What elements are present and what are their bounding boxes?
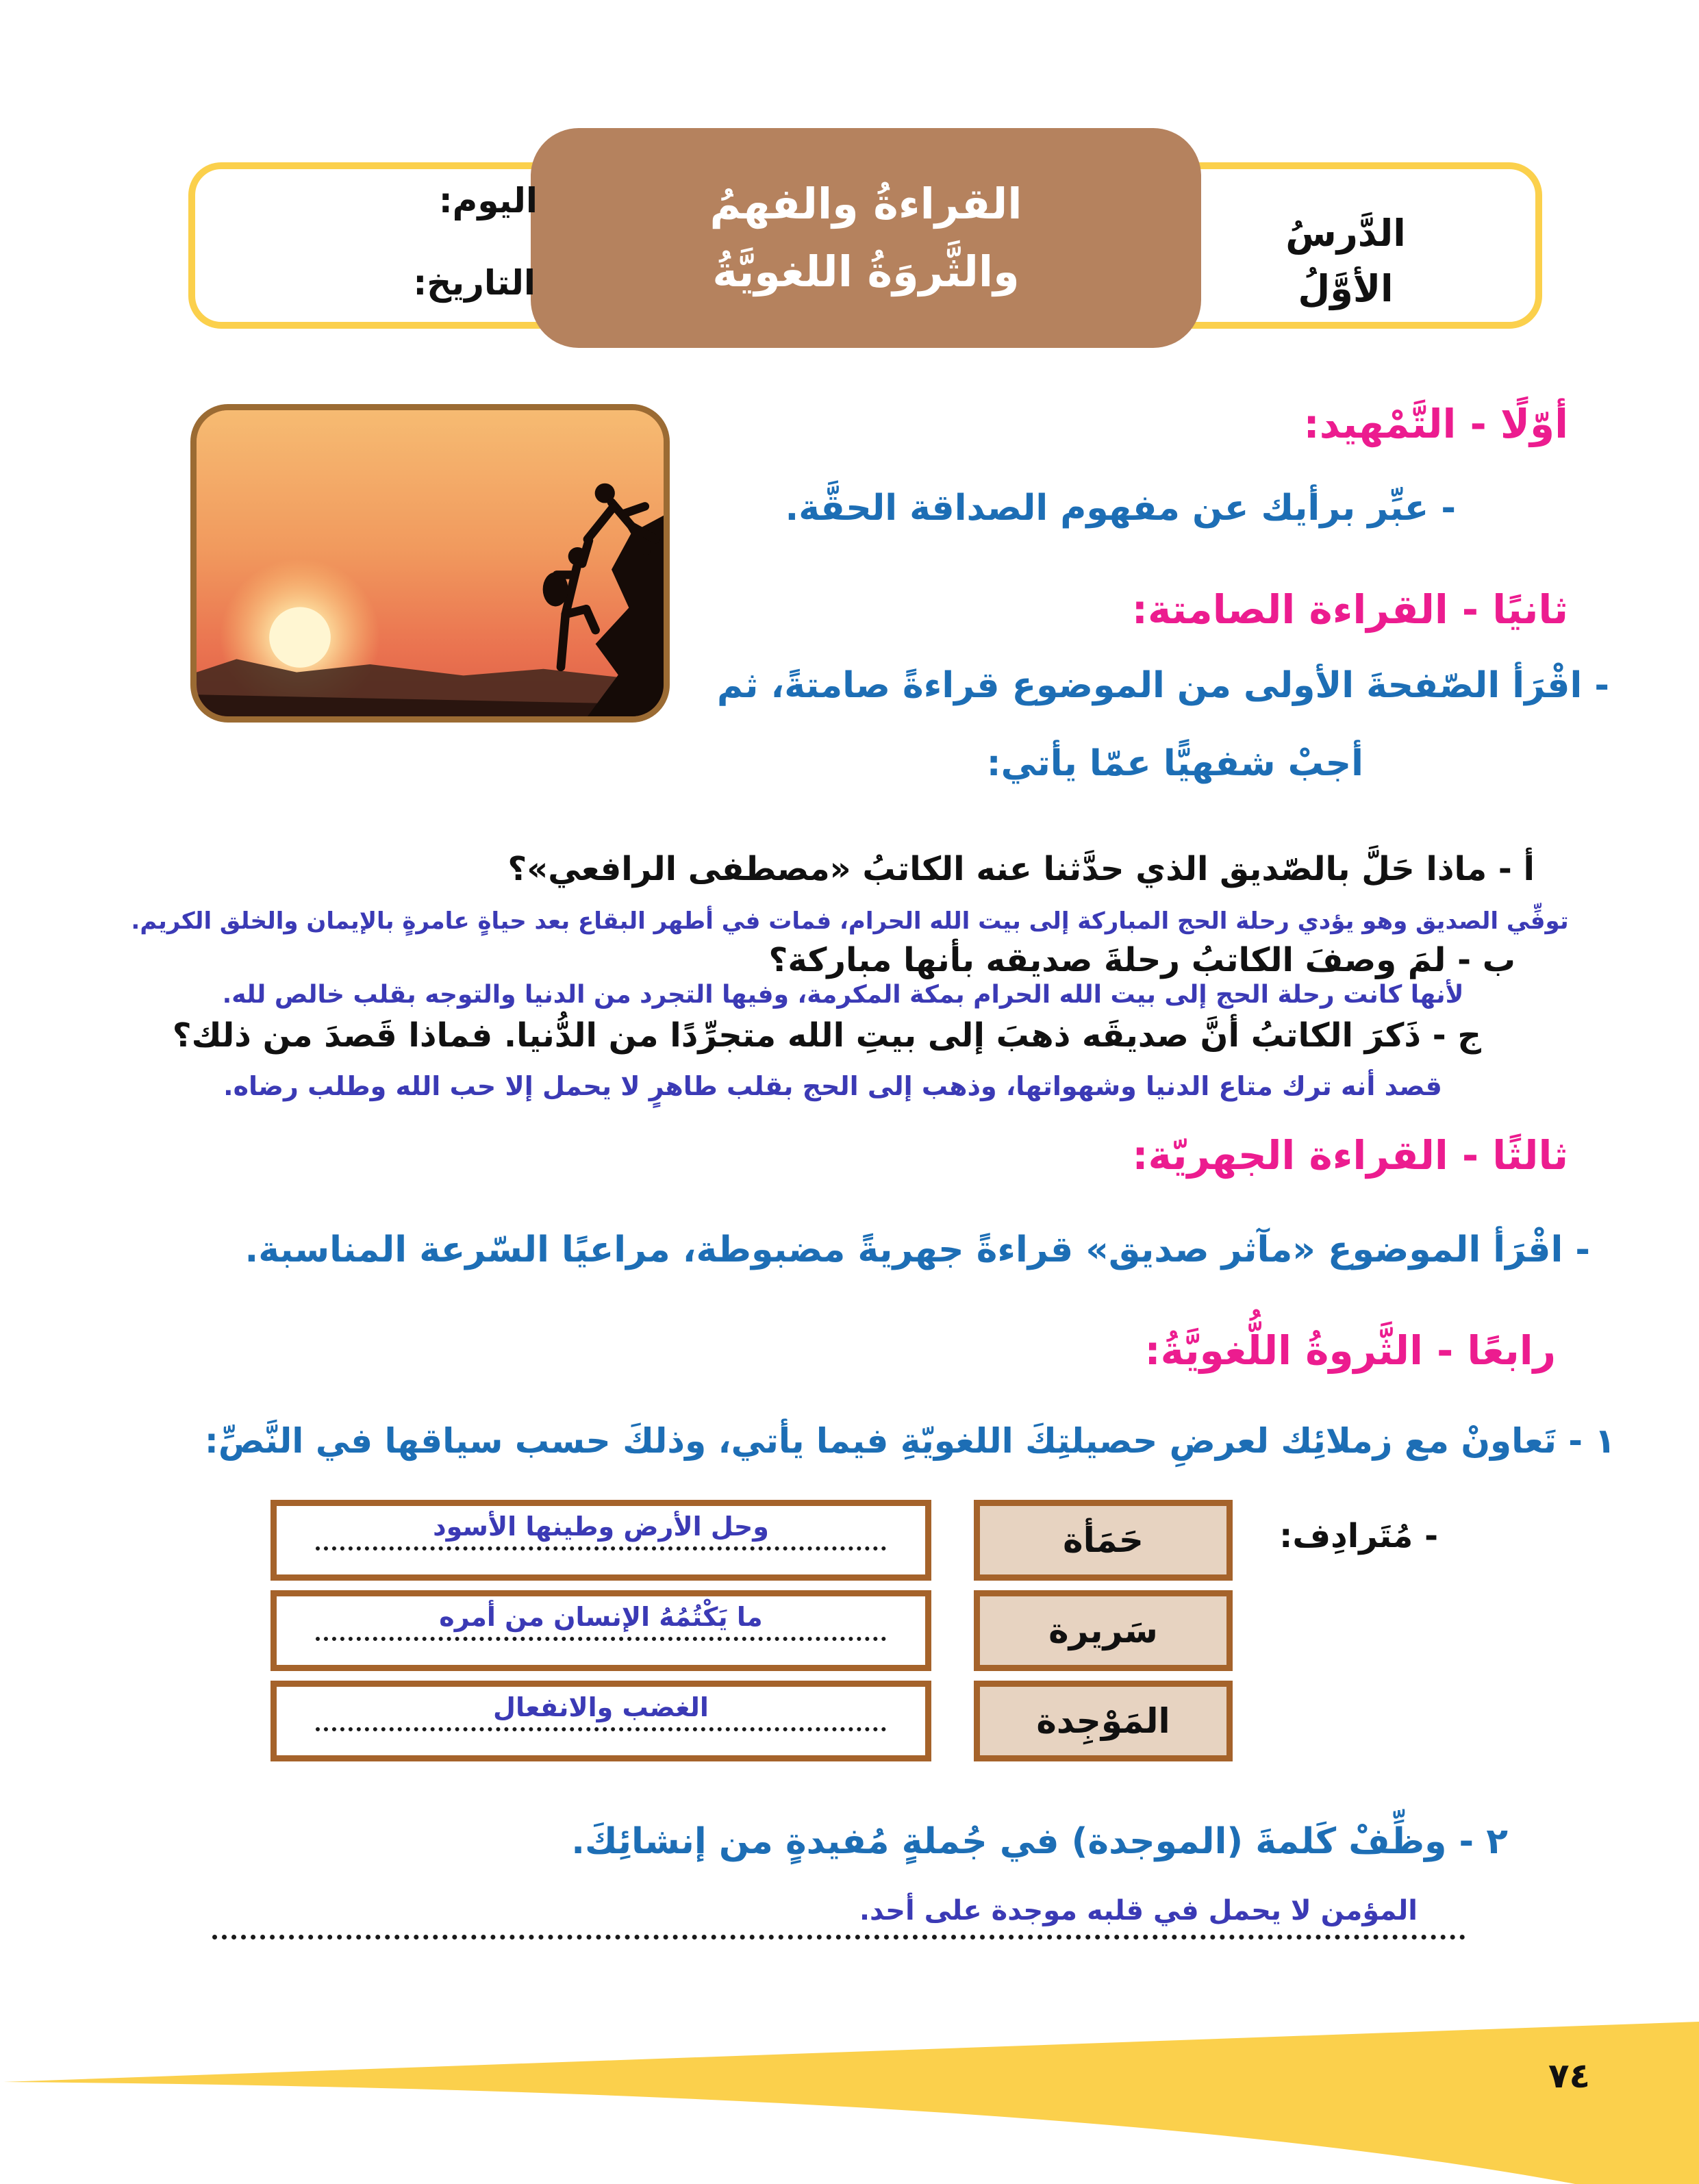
vocab-definition-3: الغضب والانفعال	[316, 1690, 886, 1731]
heading-first-tamheed: أوّلًا - التَّمْهيد:	[1303, 401, 1568, 447]
sentence-answer: المؤمن لا يحمل في قلبه موجدة على أحد.	[859, 1895, 1418, 1926]
vocab-definition-box-1[interactable]	[270, 1500, 931, 1581]
lesson-title-line1: القراءةُ والفهمُ	[709, 178, 1022, 229]
sunset-climbers-photo	[190, 404, 670, 723]
question-a: أ - ماذا حَلَّ بالصّديق الذي حدَّثنا عنه الكاتبُ «مصطفى الرافعي»؟	[507, 850, 1535, 888]
vocab-word-3: المَوْجِدة	[974, 1681, 1233, 1761]
footer-wave	[0, 1986, 1699, 2184]
synonym-label: - مُتَرادِف:	[1279, 1517, 1438, 1555]
vocab-definition-2: ما يَكْتُمُهُ الإنسان من أمره	[316, 1599, 886, 1641]
answer-b: لأنها كانت رحلة الحج إلى بيت الله الحرام بمكة المكرمة، وفيها التجرد من الدنيا والتوجه بقلب خالص لله.	[222, 981, 1464, 1009]
vocab-word-2: سَريرة	[974, 1590, 1233, 1671]
task-silent-reading-line1: - اقْرَأ الصّفحةَ الأولى من الموضوع قراءةً صامتةً، ثم	[717, 665, 1609, 706]
day-label: اليوم:	[438, 181, 538, 221]
vocab-definition-1: وحل الأرض وطينها الأسود	[316, 1509, 886, 1551]
lesson-title-box	[531, 128, 1201, 348]
question-b: ب - لمَ وصفَ الكاتبُ رحلةَ صديقه بأنها مباركة؟	[768, 941, 1515, 979]
date-label: التاريخ:	[413, 263, 536, 303]
heading-fourth-vocabulary: رابعًا - الثَّروةُ اللُّغويَّةُ:	[1144, 1327, 1556, 1374]
heading-second-silent-reading: ثانيًا - القراءة الصامتة:	[1131, 586, 1568, 633]
vocab-definition-box-2[interactable]	[270, 1590, 931, 1671]
answer-a: توفِّي الصديق وهو يؤدي رحلة الحج المباركة إلى بيت الله الحرام، فمات في أطهر البقاع بعد حياةٍ عامرةٍ بالإيمان والخلق الكريم.	[131, 907, 1569, 935]
lesson-number-label: الدَّرسُ الأوَّلُ	[1285, 212, 1406, 310]
page-number: ٧٤	[1548, 2056, 1590, 2096]
task-express-opinion: - عبِّر برأيك عن مفهوم الصداقة الحقَّة.	[785, 488, 1456, 529]
sunset-climbers-illustration	[197, 410, 664, 716]
answer-c: قصد أنه ترك متاع الدنيا وشهواتها، وذهب إلى الحج بقلب طاهرٍ لا يحمل إلا حب الله وطلب رضاه.	[223, 1071, 1442, 1101]
lesson-title-line2: والثَّروَةُ اللغويَّةُ	[712, 246, 1020, 297]
vocabulary-intro: ١ - تَعاونْ مع زملائِك لعرضِ حصيلتِكَ اللغويّةِ فيما يأتي، وذلكَ حسب سياقها في النَّصِّ:	[204, 1421, 1615, 1461]
question-use-in-sentence: ٢ - وظِّفْ كَلمةَ (الموجدة) في جُملةٍ مُفيدةٍ من إنشائِكَ.	[571, 1821, 1508, 1862]
task-oral-reading: - اقْرَأ الموضوع «مآثر صديق» قراءةً جهريةً مضبوطة، مراعيًا السّرعة المناسبة.	[244, 1229, 1590, 1270]
task-silent-reading-line2: أجبْ شفهيًّا عمّا يأتي:	[986, 743, 1363, 784]
question-c: ج - ذَكرَ الكاتبُ أنَّ صديقَه ذهبَ إلى بيتِ الله متجرِّدًا من الدُّنيا. فماذا قَصدَ من ذلك؟	[172, 1016, 1481, 1055]
heading-third-oral-reading: ثالثًا - القراءة الجهريّة:	[1132, 1132, 1568, 1179]
vocab-word-1: حَمَأة	[974, 1500, 1233, 1581]
answer-dotted-line[interactable]	[212, 1897, 1465, 1940]
vocab-definition-box-3[interactable]	[270, 1681, 931, 1761]
sun	[269, 607, 331, 667]
